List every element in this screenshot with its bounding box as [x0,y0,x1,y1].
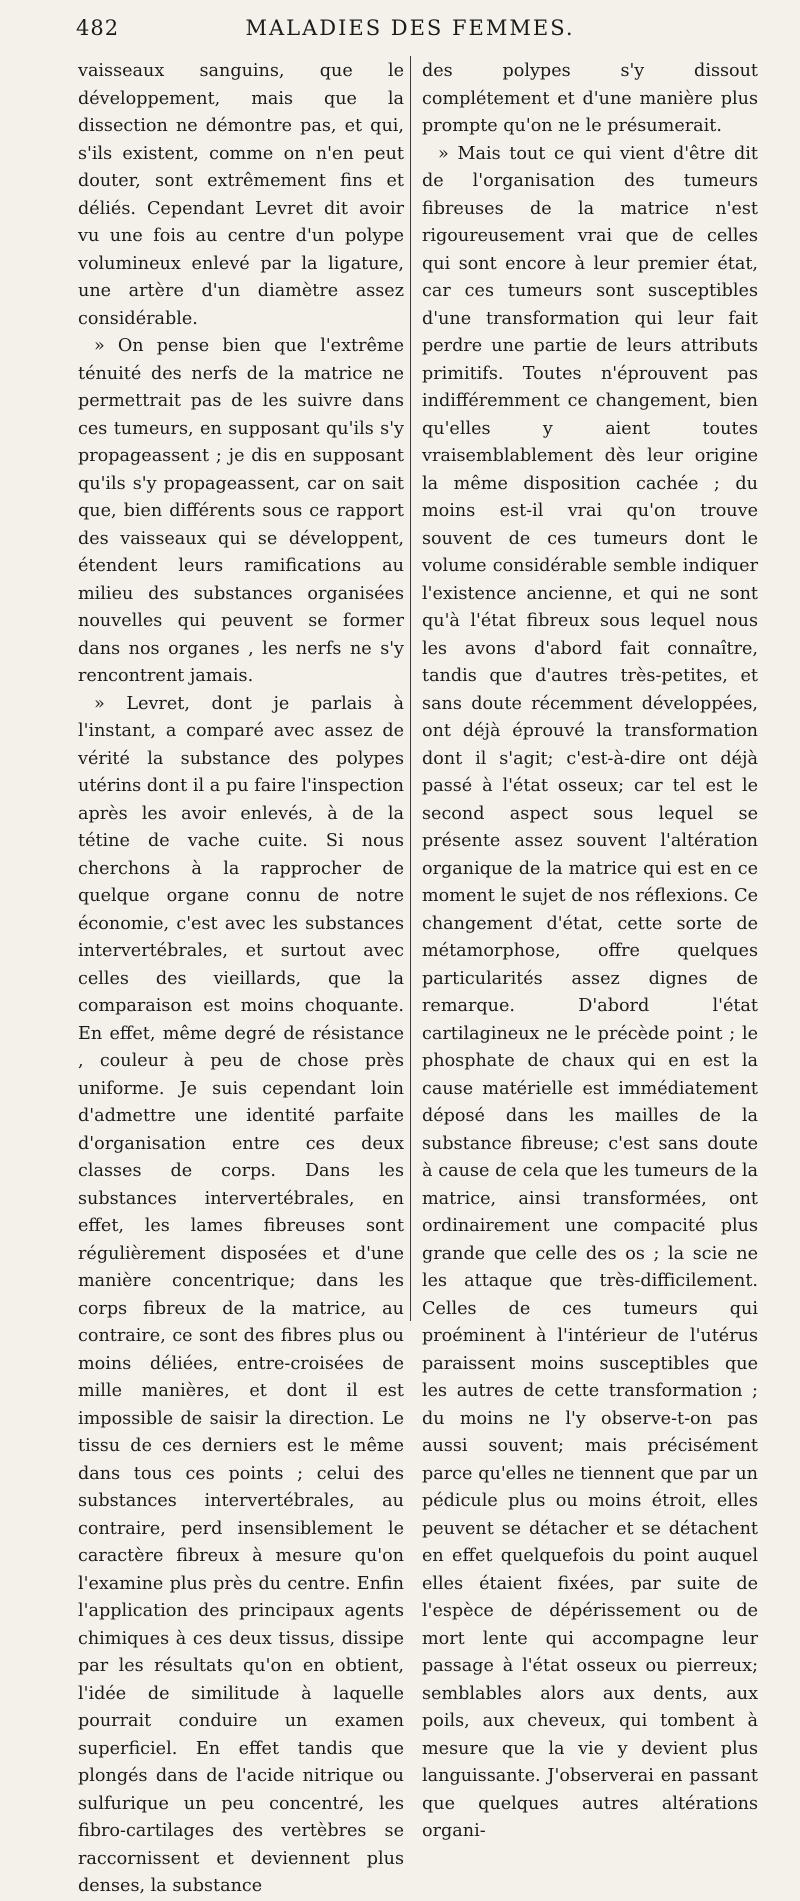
column-divider [410,56,411,1321]
page-header [0,6,800,46]
left-column [78,58,404,1901]
running-head: MALADIES DES FEMMES. [245,16,575,40]
right-column [422,58,758,1846]
paragraph: » Mais tout ce qui vient d'être dit de l'organisation des tumeurs fibreuses de la matrice n'est rigoureusement vrai que de celles qui sont encore à leur premier état, car ces tumeurs sont susceptibles d'une transformation qui leur fait perdre une partie de leurs attributs primitifs. Toutes n'éprouvent pas indifféremment ce changement, bien qu'elles y aient toutes vraisemblablement dès leur origine la même disposition cachée ; du moins est-il vrai qu'on trouve souvent de ces tumeurs dont le volume considérable semble indiquer l'existence ancienne, et qui ne sont qu'à l'état fibreux sous lequel nous les avons d'abord fait connaître, tandis que d'autres très-petites, et sans doute récemment développées, ont déjà éprouvé la transformation dont il s'agit; c'est-à-dire ont déjà passé à l'état osseux; car tel est le second aspect sous lequel se présente assez souvent l'altération organique de la matrice qui est en ce moment le sujet de nos réflexions. Ce changement d'état, cette sorte de métamorphose, offre quelques particularités assez dignes de remarque. D'abord l'état cartilagineux ne le précède point ; le phosphate de chaux qui en est la cause matérielle est immédiatement déposé dans les mailles de la substance fibreuse; c'est sans doute à cause de cela que les tumeurs de la matrice, ainsi transformées, ont ordinairement une compacité plus grande que celle des os ; la scie ne les attaque que très-difficilement. Celles de ces tumeurs qui proéminent à l'intérieur de l'utérus paraissent moins susceptibles que les autres de cette transformation ; du moins ne l'y observe-t-on pas aussi souvent; mais précisément parce qu'elles ne tiennent que par un pédicule plus ou moins étroit, elles peuvent se détacher et se détachent en effet quelquefois du point auquel elles étaient fixées, par suite de l'espèce de dépérissement ou de mort lente qui accompagne leur passage à l'état osseux ou pierreux; semblables alors aux dents, aux poils, aux cheveux, qui tombent à mesure que la vie y devient plus languissante. J'observerai en passant que quelques autres altérations organi- [422,143,758,1841]
paragraph: » Levret, dont je parlais à l'instant, a comparé avec assez de vérité la substance des polypes utérins dont il a pu faire l'inspection après les avoir enlevés, à de la tétine de vache cuite. Si nous cherchons à la rapprocher de quelque organe connu de notre économie, c'est avec les substances intervertébrales, et surtout avec celles des vieillards, que la comparaison est moins choquante. En effet, même degré de résistance , couleur à peu de chose près uniforme. Je suis cependant loin d'admettre une identité parfaite d'organisation entre ces deux classes de corps. Dans les substances intervertébrales, en effet, les lames fibreuses sont régulièrement disposées et d'une manière concentrique; dans les corps fibreux de la matrice, au contraire, ce sont des fibres plus ou moins déliées, entre-croisées de mille manières, et dont il est impossible de saisir la direction. Le tissu de ces derniers est le même dans tous ces points ; celui des substances intervertébrales, au contraire, perd insensiblement le caractère fibreux à mesure qu'on l'examine plus près du centre. Enfin l'application des principaux agents chimiques à ces deux tissus, dissipe par les résultats qu'on en obtient, l'idée de similitude à laquelle pourrait conduire un examen superficiel. En effet tandis que plongés dans de l'acide nitrique ou sulfurique un peu concentré, les fibro-cartilages des vertèbres se raccornissent et deviennent plus denses, la substance [78,693,404,1896]
paragraph: vaisseaux sanguins, que le développement, mais que la dissection ne démontre pas, et qui, s'ils existent, comme on n'en peut douter, sont extrêmement fins et déliés. Cependant Levret dit avoir vu une fois au centre d'un polype volumineux enlevé par la ligature, une artère d'un diamètre assez considérable. [78,61,404,329]
paragraph: des polypes s'y dissout complétement et d'une manière plus prompte qu'on ne le présumerait. [422,61,758,136]
page-number: 482 [76,16,120,40]
paragraph: » On pense bien que l'extrême ténuité des nerfs de la matrice ne permettrait pas de les suivre dans ces tumeurs, en supposant qu'ils s'y propageassent ; je dis en supposant qu'ils s'y propageassent, car on sait que, bien différents sous ce rapport des vaisseaux qui se développent, étendent leurs ramifications au milieu des substances organisées nouvelles qui peuvent se former dans nos organes , les nerfs ne s'y rencontrent jamais. [78,336,404,686]
